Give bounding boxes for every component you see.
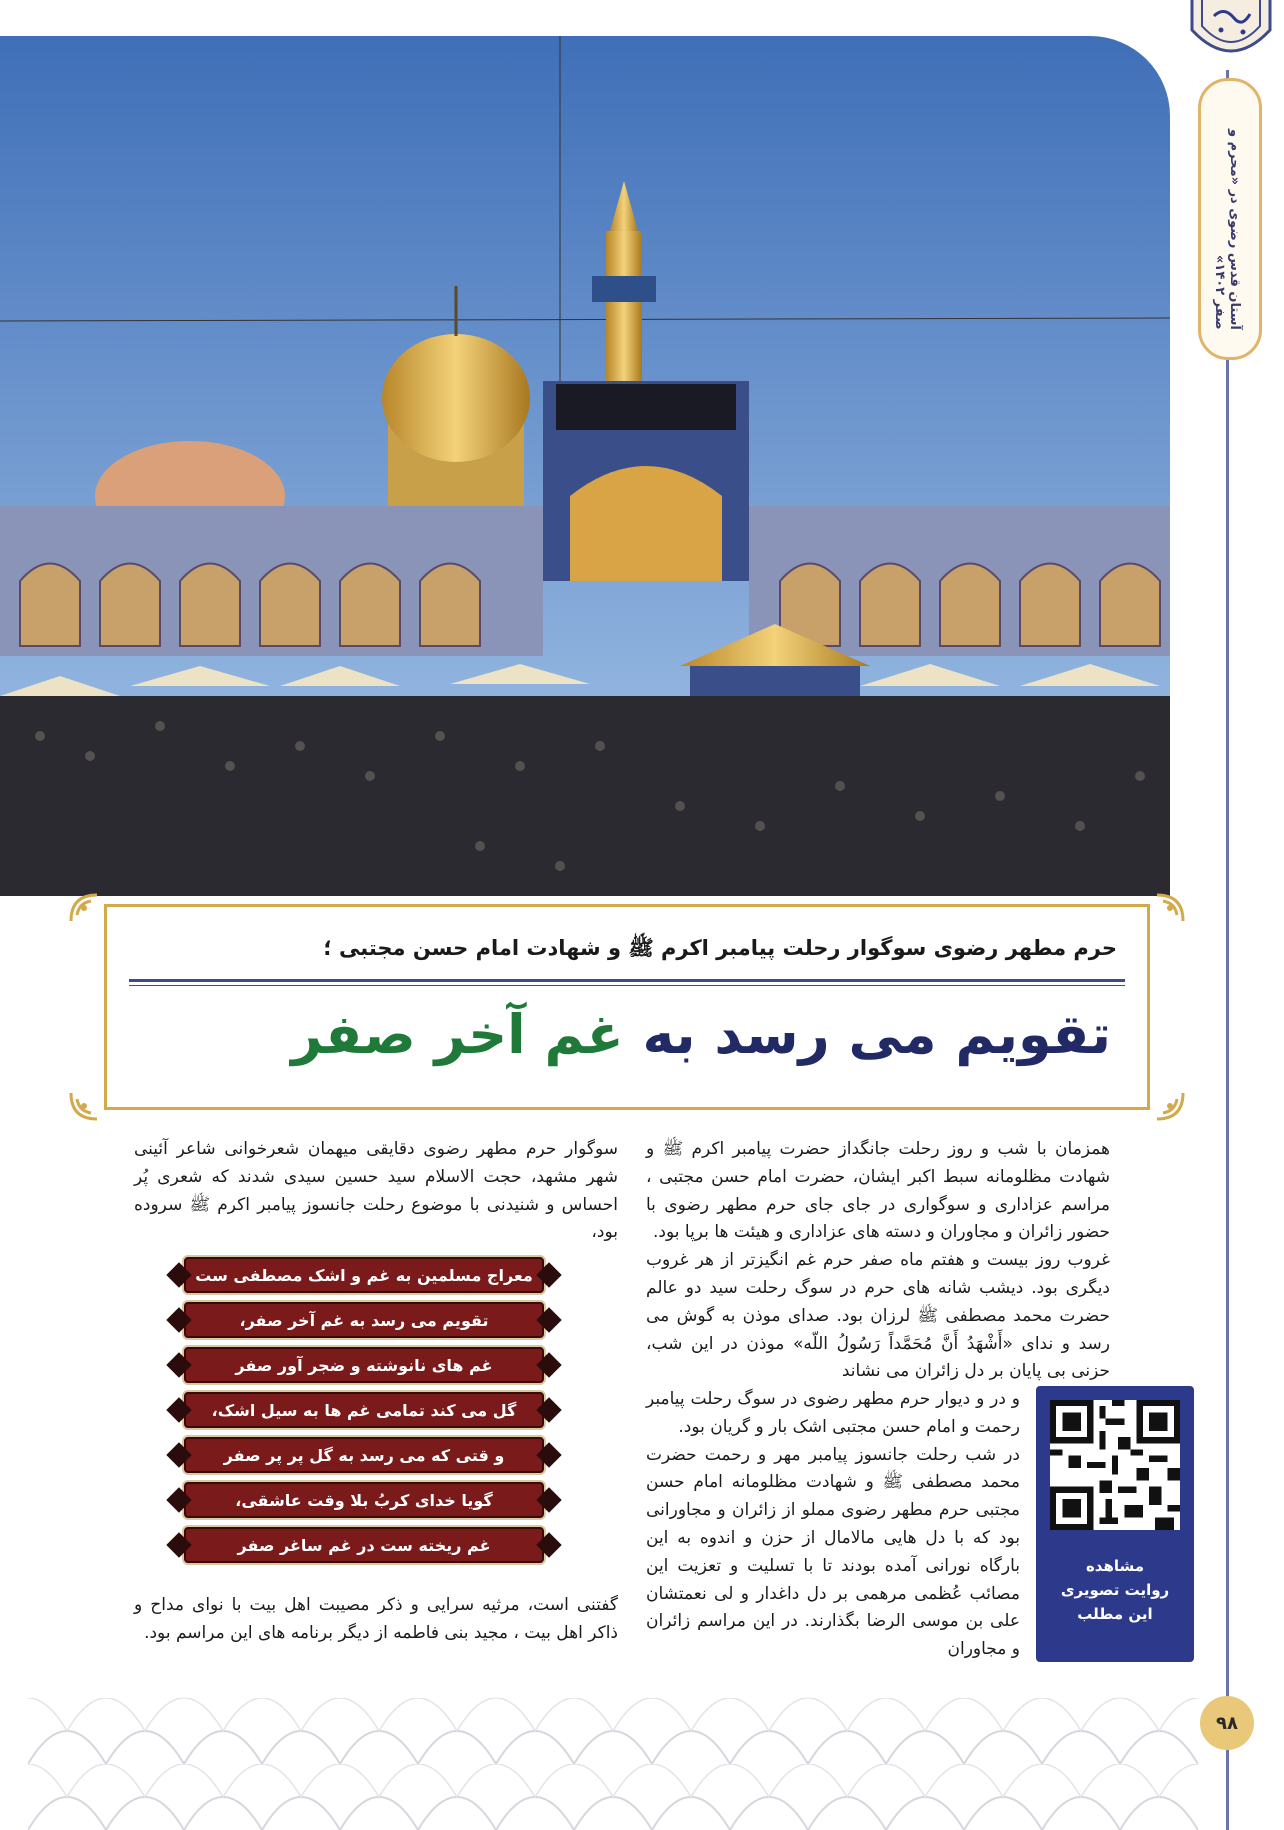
- qr-card[interactable]: [1036, 1386, 1194, 1662]
- corner-ornament-icon: [1153, 1089, 1187, 1123]
- poem-line: گویا خدای کربُ بلا وقت عاشقی،: [182, 1480, 546, 1520]
- poem-line: گل می کند تمامی غم ها به سیل اشک،: [182, 1390, 546, 1430]
- headline-part2: غم آخر صفر: [291, 1003, 624, 1066]
- article-paragraph: سوگوار حرم مطهر رضوی دقایقی میهمان شعرخوانی شاعر آئینی شهر مشهد، حجت الاسلام سید حسین سیدی شدند که شعری پُر احساس و شنیدنی با موضوع رحلت جانسوز پیامبر اکرم ﷺ سروده بود،: [134, 1139, 618, 1243]
- corner-ornament-icon: [67, 1089, 101, 1123]
- headline: [291, 1003, 1111, 1066]
- title-kicker: حرم مطهر رضوی سوگوار رحلت پیامبر اکرم ﷺ و شهادت امام حسن مجتبی ؛: [323, 936, 1117, 960]
- qr-caption-line: مشاهده: [1085, 1557, 1145, 1575]
- poem-line: غم های نانوشته و ضجر آور صفر: [182, 1345, 546, 1385]
- qr-caption: [1036, 1554, 1194, 1626]
- poem-line: و قتی که می رسد به گل پر پر صفر: [182, 1435, 546, 1475]
- page-number: ۹۸: [1200, 1696, 1254, 1750]
- qr-caption-line: این مطلب: [1077, 1605, 1153, 1623]
- sidebar-caption: [1188, 100, 1266, 330]
- corner-ornament-icon: [67, 891, 101, 925]
- article-right-column-narrow: [646, 1386, 1020, 1664]
- poem-line: غم ریخته ست در غم ساغر صفر: [182, 1525, 546, 1565]
- poem-line: معراج مسلمین به غم و اشک مصطفی ست: [182, 1255, 546, 1295]
- sidebar-caption-text: آستان قدس رضوی در «محرم و صفر ۱۴۰۲»: [1212, 129, 1242, 330]
- title-divider-thin: [129, 985, 1125, 986]
- title-divider: [129, 979, 1125, 982]
- poem-line: تقویم می رسد به غم آخر صفر،: [182, 1300, 546, 1340]
- article-paragraph: غروب روز بیست و هفتم ماه صفر حرم غم انگیزتر از هر غروب دیگری بود. دیشب شانه های حرم در سوگ رحلت سید دو عالم حضرت محمد مصطفی ﷺ لرزان بود. صدای موذن به گوش می رسد و ندای «أَشْهَدُ أَنَّ مُحَمَّداً رَسُولُ اللّه» موذن در این شب، حزنی بی پایان بر دل زائران می نشاند: [646, 1250, 1110, 1382]
- decorative-pattern: [28, 1698, 1198, 1830]
- haram-photo: [0, 36, 1170, 896]
- article-left-column-intro: [134, 1136, 618, 1247]
- corner-ornament-icon: [1153, 891, 1187, 925]
- article-right-column: [646, 1136, 1110, 1386]
- article-paragraph: در شب رحلت جانسوز پیامبر مهر و رحمت حضرت محمد مصطفی ﷺ و شهادت مظلومانه امام حسن مجتبی حرم مطهر رضوی مملو از زائران و مجاورانی بود که با دل هایی مالامال از حزن و اندوه به این بارگاه نورانی آمده بودند تا با تسلیت و تعزیت این مصائب عُظمی مرهمی بر دل داغدار و لی نعمتشان علی بن موسی الرضا بگذارند. در این مراسم زائران و مجاوران: [646, 1444, 1020, 1660]
- article-paragraph: و در و دیوار حرم مطهر رضوی در سوگ رحلت پیامبر رحمت و امام حسن مجتبی اشک بار و گریان بود.: [646, 1389, 1020, 1437]
- article-left-column-outro: [134, 1592, 618, 1648]
- magazine-logo: [1188, 0, 1274, 70]
- headline-part1: تقویم می رسد به: [642, 1003, 1111, 1066]
- qr-caption-line: روایت تصویری: [1060, 1581, 1170, 1599]
- qr-code-icon[interactable]: [1050, 1400, 1180, 1530]
- article-paragraph: همزمان با شب و روز رحلت جانگداز حضرت پیامبر اکرم ﷺ و شهادت مظلومانه سبط اکبر ایشان، حضرت امام حسن مجتبی ، مراسم عزاداری و سوگواری در جای جای حرم مطهر رضوی با حضور زائران و مجاوران و دسته های عزاداری و هیئت ها برپا بود.: [646, 1139, 1110, 1243]
- article-paragraph: گفتنی است، مرثیه سرایی و ذکر مصیبت اهل بیت با نوای مداح و ذاکر اهل بیت ، مجید بنی فاطمه از دیگر برنامه های این مراسم بود.: [134, 1595, 618, 1643]
- title-frame: [104, 904, 1150, 1110]
